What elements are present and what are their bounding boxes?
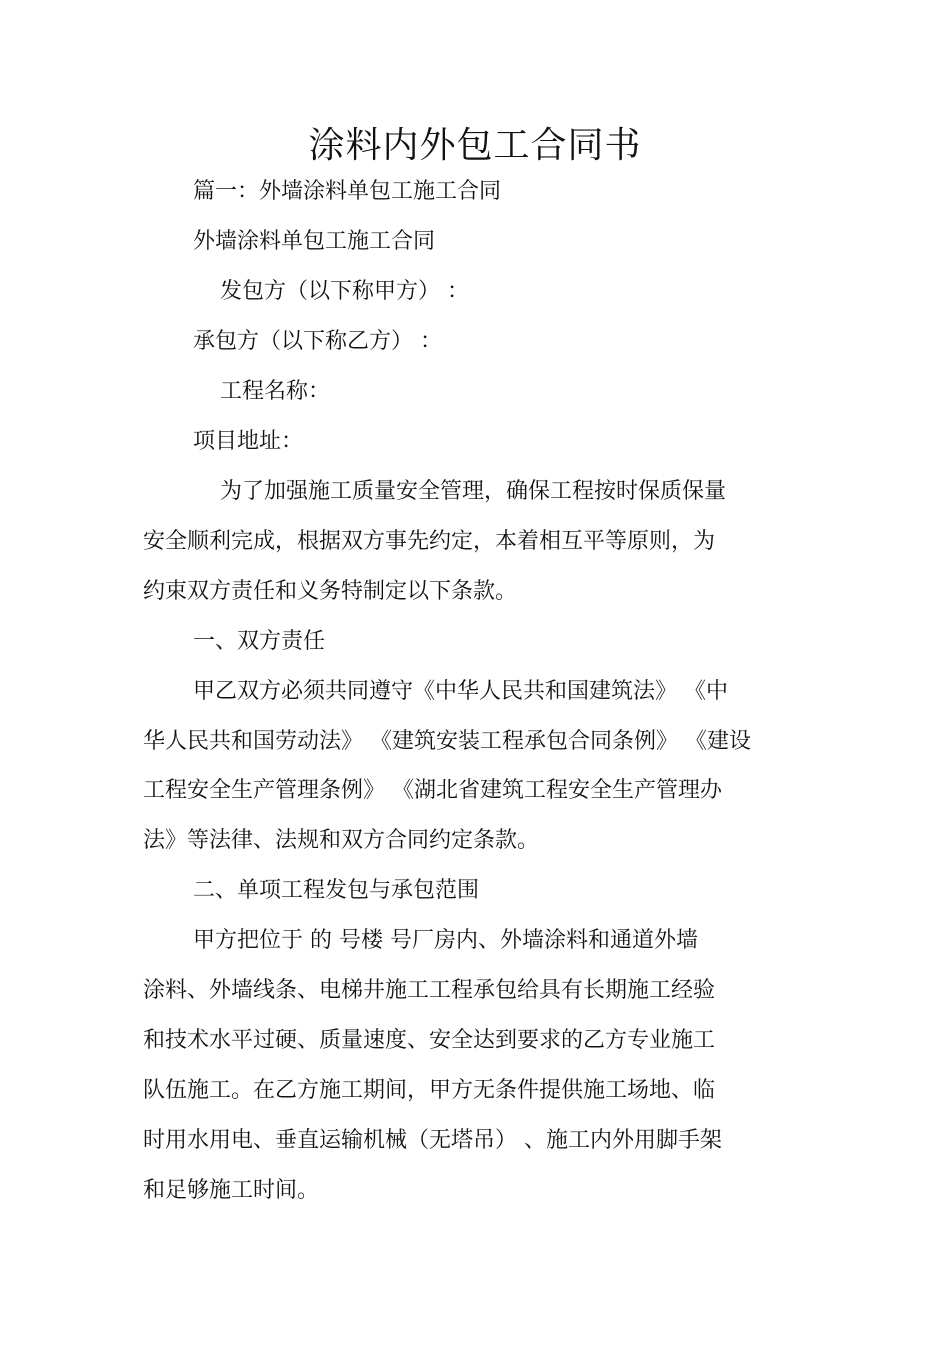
body-text-line: 安全顺利完成，根据双方事先约定，本着相互平等原则，为 xyxy=(143,529,716,554)
body-text-line: 华人民共和国劳动法》 《建筑安装工程承包合同条例》 《建设 xyxy=(143,729,751,754)
clause-heading: 一、双方责任 xyxy=(193,629,326,654)
body-text-line: 涂料、外墙线条、电梯井施工工程承包给具有长期施工经验 xyxy=(143,978,716,1003)
section-heading: 篇一：外墙涂料单包工施工合同 xyxy=(193,179,502,204)
body-text-line: 队伍施工。在乙方施工期间，甲方无条件提供施工场地、临 xyxy=(143,1078,716,1103)
clause-heading: 二、单项工程发包与承包范围 xyxy=(193,878,480,903)
contract-subtitle: 外墙涂料单包工施工合同 xyxy=(193,229,436,254)
party-b-field: 承包方（以下称乙方） ： xyxy=(193,329,442,354)
body-text-line: 和足够施工时间。 xyxy=(143,1178,320,1203)
body-text-line: 法》等法律、法规和双方合同约定条款。 xyxy=(143,828,540,853)
body-text-line: 工程安全生产管理条例》 《湖北省建筑工程安全生产管理办 xyxy=(143,778,722,803)
body-text-line: 和技术水平过硬、质量速度、安全达到要求的乙方专业施工 xyxy=(143,1028,716,1053)
body-text-line: 甲方把位于 的 号楼 号厂房内、外墙涂料和通道外墙 xyxy=(193,928,698,953)
party-a-field: 发包方（以下称甲方） ： xyxy=(220,279,469,304)
project-address-field: 项目地址： xyxy=(193,429,304,454)
body-text-line: 时用水用电、垂直运输机械（无塔吊） 、施工内外用脚手架 xyxy=(143,1128,722,1153)
document-title: 涂料内外包工合同书 xyxy=(308,125,642,166)
body-text-line: 约束双方责任和义务特制定以下条款。 xyxy=(143,579,518,604)
project-name-field: 工程名称： xyxy=(220,379,331,404)
body-text-line: 甲乙双方必须共同遵守《中华人民共和国建筑法》 《中 xyxy=(193,679,728,704)
body-text-line: 为了加强施工质量安全管理，确保工程按时保质保量 xyxy=(220,479,727,504)
